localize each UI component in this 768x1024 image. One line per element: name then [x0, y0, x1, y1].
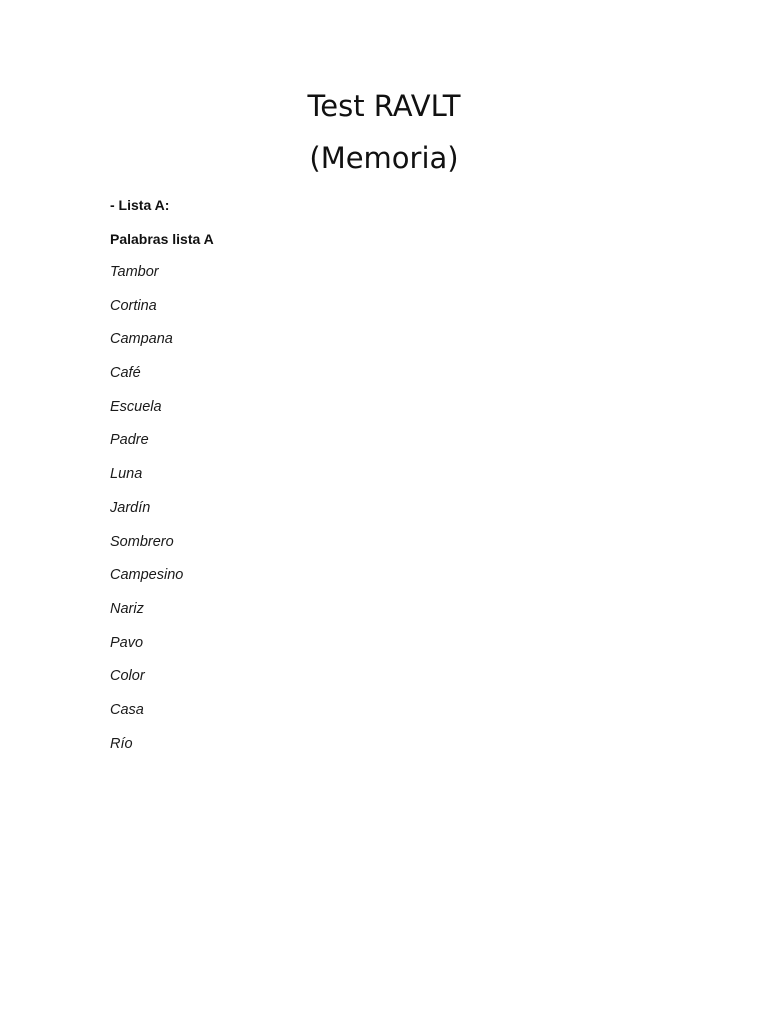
list-item: Campesino — [110, 567, 184, 584]
list-heading: Palabras lista A — [110, 231, 214, 247]
list-item: Pavo — [110, 634, 144, 651]
list-item: Nariz — [110, 600, 144, 617]
document-title: Test RAVLT — [307, 89, 461, 123]
list-item: Padre — [110, 432, 149, 449]
list-item: Campana — [110, 331, 173, 348]
document-subtitle: (Memoria) — [309, 141, 459, 175]
list-item: Tambor — [110, 264, 159, 280]
word-list — [110, 262, 183, 767]
list-item: Cortina — [110, 297, 157, 314]
list-item: Café — [110, 365, 141, 382]
list-item: Río — [110, 735, 133, 752]
list-item: Luna — [110, 466, 143, 483]
list-item: Jardín — [110, 499, 151, 516]
section-label: - Lista A: — [110, 197, 170, 213]
list-item: Casa — [110, 701, 144, 718]
list-item: Color — [110, 668, 145, 685]
list-item: Sombrero — [110, 533, 174, 550]
list-item: Escuela — [110, 398, 162, 415]
